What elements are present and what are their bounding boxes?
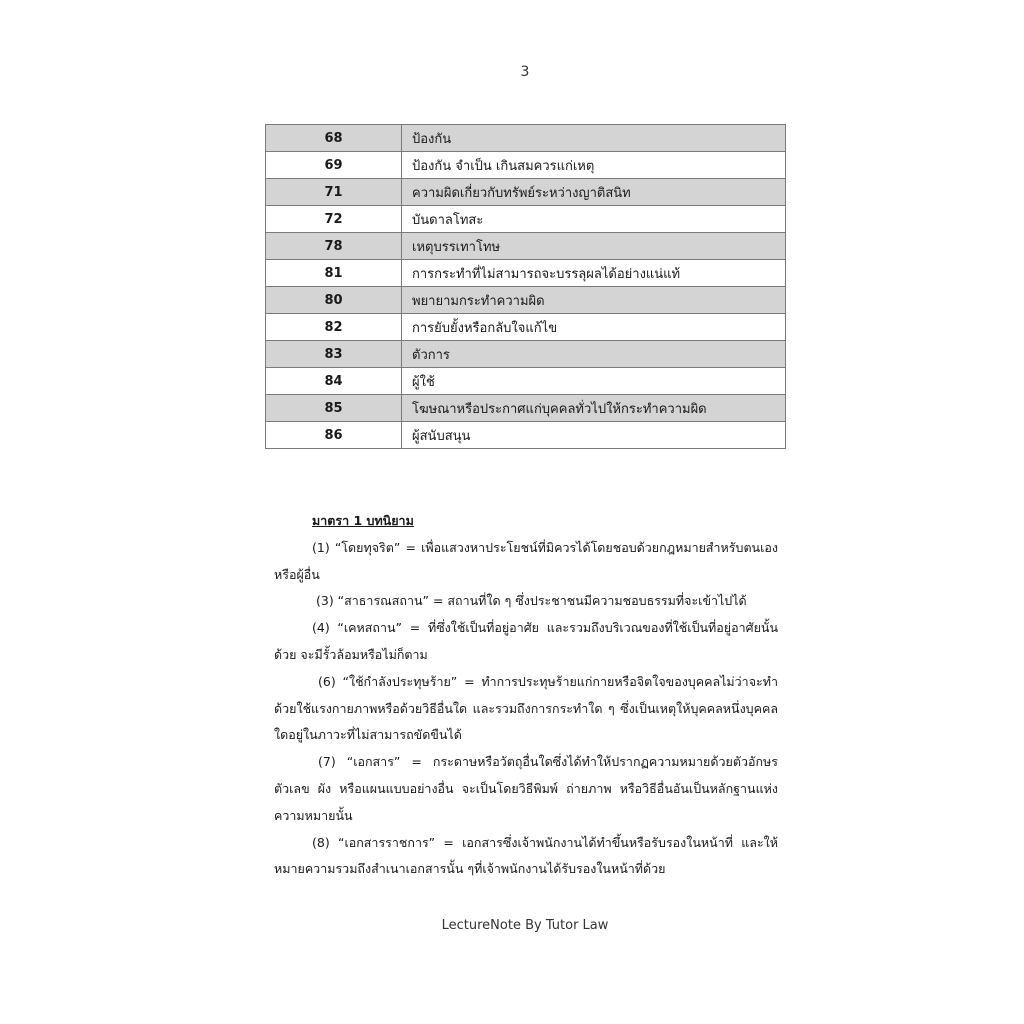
section-number: 81 [266,260,402,287]
section-table [265,124,786,449]
definitions-section [274,508,778,883]
section-number: 80 [266,287,402,314]
table-row [266,260,786,287]
section-description: ความผิดเกี่ยวกับทรัพย์ระหว่างญาติสนิท [402,179,786,206]
section-number: 69 [266,152,402,179]
section-description: การกระทำที่ไม่สามารถจะบรรลุผลได้อย่างแน่แท้ [402,260,786,287]
table-row [266,233,786,260]
definition-paragraph: (3) “สาธารณสถาน” = สถานที่ใด ๆ ซึ่งประชาชนมีความชอบธรรมที่จะเข้าไปได้ [316,593,747,609]
section-heading: มาตรา 1 บทนิยาม [312,513,414,528]
table-row [266,152,786,179]
definition-paragraph: (1) “โดยทุจริต” = เพื่อแสวงหาประโยชน์ที่มิควรได้โดยชอบด้วยกฎหมายสำหรับตนเองหรือผู้อื่น [274,539,778,582]
section-description: โฆษณาหรือประกาศแก่บุคคลทั่วไปให้กระทำความผิด [402,395,786,422]
section-description: ป้องกัน จำเป็น เกินสมควรแก่เหตุ [402,152,786,179]
definition-paragraph: (7) “เอกสาร” = กระดาษหรือวัตถุอื่นใดซึ่งได้ทำให้ปรากฏความหมายด้วยตัวอักษร ตัวเลข ผัง หรือแผนแบบอย่างอื่น จะเป็นโดยวิธีพิมพ์ ถ่ายภาพ หรือวิธีอื่นอันเป็นหลักฐานแห่งความหมายนั้น [274,754,778,823]
section-number: 85 [266,395,402,422]
section-description: ผู้สนับสนุน [402,422,786,449]
table-row [266,314,786,341]
section-description: บันดาลโทสะ [402,206,786,233]
definition-paragraph: (4) “เคหสถาน” = ที่ซึ่งใช้เป็นที่อยู่อาศัย และรวมถึงบริเวณของที่ใช้เป็นที่อยู่อาศัยนั้นด้วย จะมีรั้วล้อมหรือไม่ก็ตาม [274,620,778,662]
section-description: พยายามกระทำความผิด [402,287,786,314]
section-description: ป้องกัน [402,125,786,152]
section-description: ตัวการ [402,341,786,368]
section-number: 86 [266,422,402,449]
table-row [266,395,786,422]
table-row [266,179,786,206]
section-number: 78 [266,233,402,260]
table-row [266,368,786,395]
section-number: 83 [266,341,402,368]
table-row [266,341,786,368]
table-row [266,422,786,449]
section-number: 68 [266,125,402,152]
section-description: การยับยั้งหรือกลับใจแก้ไข [402,314,786,341]
table-row [266,287,786,314]
page-number: 3 [520,64,530,80]
table-row [266,125,786,152]
section-number: 82 [266,314,402,341]
section-number: 84 [266,368,402,395]
section-description: ผู้ใช้ [402,368,786,395]
section-number: 72 [266,206,402,233]
definition-paragraph: (6) “ใช้กำลังประทุษร้าย” = ทำการประทุษร้ายแก่กายหรือจิตใจของบุคคลไม่ว่าจะทำด้วยใช้แรงกายภาพหรือด้วยวิธีอื่นใด และรวมถึงการกระทำใด ๆ ซึ่งเป็นเหตุให้บุคคลหนึ่งบุคคลใดอยู่ในภาวะที่ไม่สามารถขัดขืนได้ [274,673,778,743]
section-number: 71 [266,179,402,206]
page-footer: LectureNote By Tutor Law [441,918,609,933]
definition-paragraph: (8) “เอกสารราชการ” = เอกสารซึ่งเจ้าพนักงานได้ทำขึ้นหรือรับรองในหน้าที่ และให้หมายความรวมถึงสำเนาเอกสารนั้น ๆที่เจ้าพนักงานได้รับรองในหน้าที่ด้วย [274,834,778,877]
section-description: เหตุบรรเทาโทษ [402,233,786,260]
table-row [266,206,786,233]
